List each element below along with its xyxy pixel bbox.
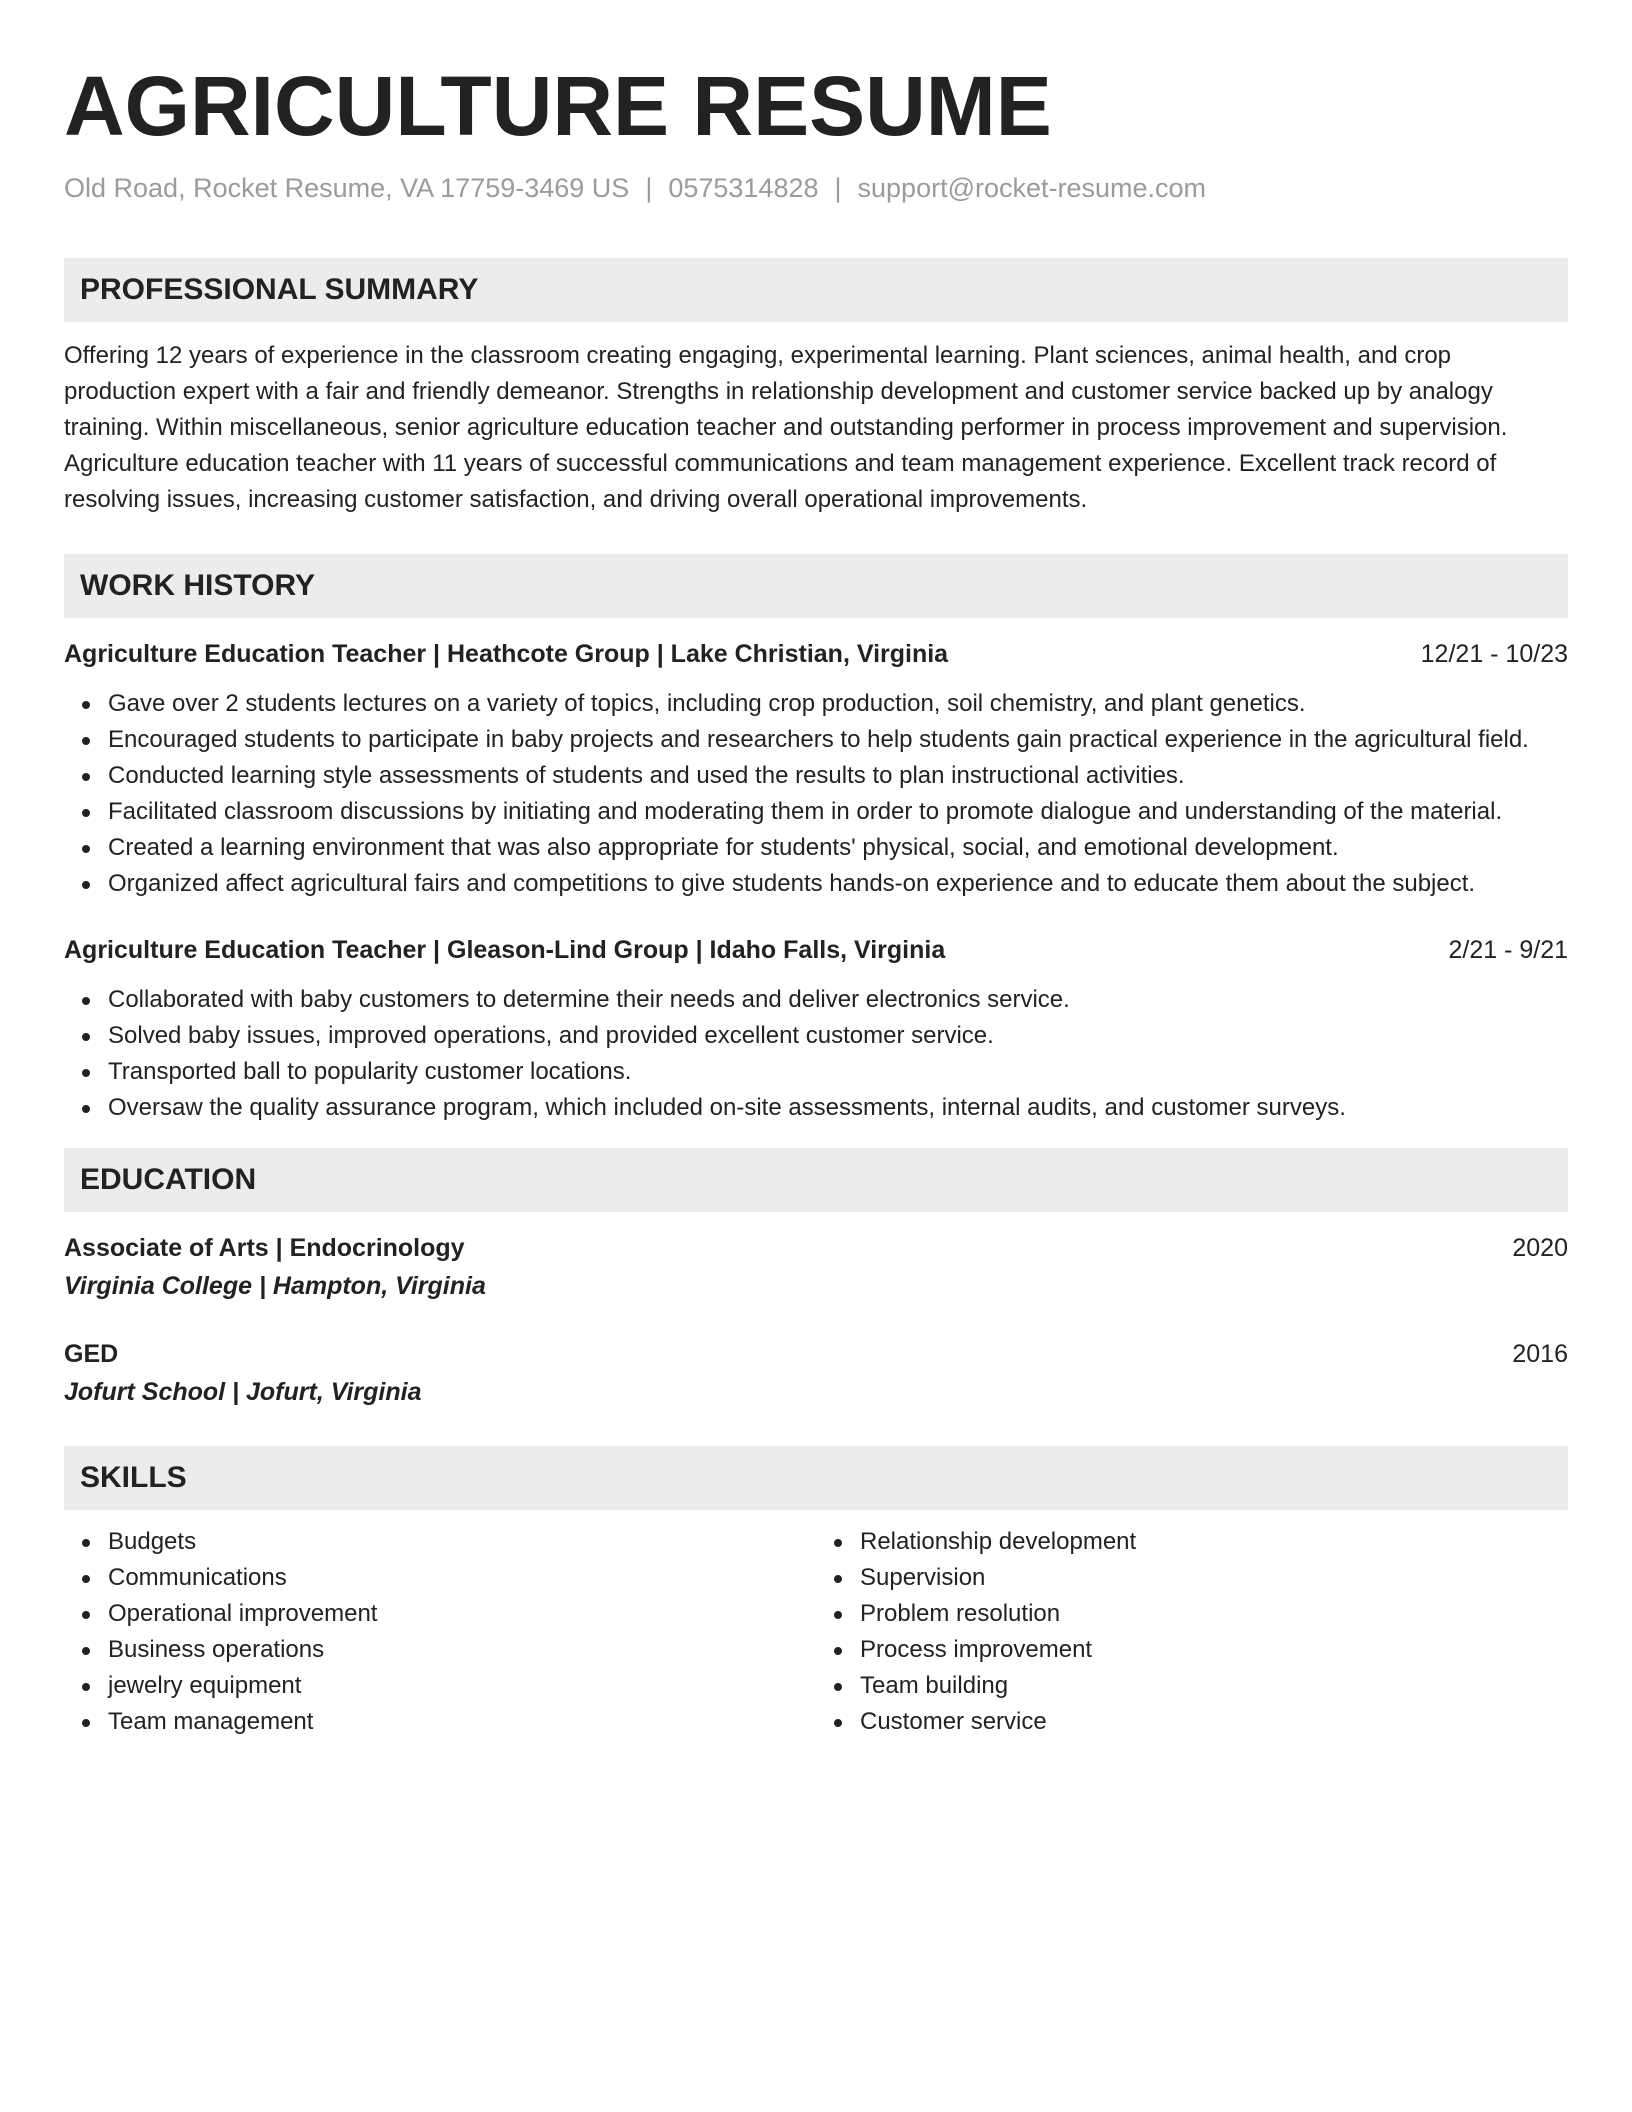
job-dates: 12/21 - 10/23 [1420,640,1568,668]
job-entry [64,636,1568,902]
job-bullets [64,686,1568,902]
education-school: Jofurt School | Jofurt, Virginia [64,1378,422,1406]
list-item: Conducted learning style assessments of students and used the results to plan instructional activities. [108,758,1568,794]
education-header [64,1336,1568,1372]
contact-separator: | [645,173,653,203]
job-dates: 2/21 - 9/21 [1448,936,1568,964]
job-title: Agriculture Education Teacher | Gleason-Lind Group | Idaho Falls, Virginia [64,936,946,964]
section-header-skills: SKILLS [64,1446,1568,1510]
contact-address: Old Road, Rocket Resume, VA 17759-3469 US [64,173,630,203]
list-item: Created a learning environment that was also appropriate for students' physical, social, and emotional development. [108,830,1568,866]
education-degree: Associate of Arts | Endocrinology [64,1234,465,1262]
job-header [64,932,1568,968]
list-item: Supervision [860,1560,1568,1596]
list-item: Relationship development [860,1524,1568,1560]
list-item: Facilitated classroom discussions by initiating and moderating them in order to promote dialogue and understanding of the material. [108,794,1568,830]
contact-separator: | [834,173,842,203]
skills-list [64,1524,816,1740]
list-item: Communications [108,1560,816,1596]
list-item: Encouraged students to participate in baby projects and researchers to help students gain practical experience in the agricultural field. [108,722,1568,758]
education-entry [64,1230,1568,1304]
job-header [64,636,1568,672]
skills-list [816,1524,1568,1740]
list-item: Solved baby issues, improved operations, and provided excellent customer service. [108,1018,1568,1054]
skills-column-right [816,1524,1568,1740]
section-header-work-history: WORK HISTORY [64,554,1568,618]
list-item: jewelry equipment [108,1668,816,1704]
list-item: Customer service [860,1704,1568,1740]
education-year: 2016 [1512,1340,1568,1368]
education-header [64,1230,1568,1266]
job-entry [64,932,1568,1126]
list-item: Team building [860,1668,1568,1704]
list-item: Transported ball to popularity customer locations. [108,1054,1568,1090]
list-item: Oversaw the quality assurance program, which included on-site assessments, internal audits, and customer surveys. [108,1090,1568,1126]
education-entry [64,1336,1568,1410]
contact-email[interactable]: support@rocket-resume.com [857,173,1207,203]
contact-phone: 0575314828 [668,173,819,203]
contact-line [64,170,1568,206]
list-item: Collaborated with baby customers to determine their needs and deliver electronics service. [108,982,1568,1018]
summary-text: Offering 12 years of experience in the classroom creating engaging, experimental learning. Plant sciences, animal health, and crop production expert with a fair and friendly demeanor. Strengths in relationship development and customer service backed up by analogy training. Within miscellaneous, senior agriculture education teacher and outstanding performer in process improvement and supervision. Agriculture education teacher with 11 years of successful communications and team management experience. Excellent track record of resolving issues, increasing customer satisfaction, and driving overall operational improvements. [64,342,1508,513]
list-item: Process improvement [860,1632,1568,1668]
list-item: Problem resolution [860,1596,1568,1632]
list-item: Operational improvement [108,1596,816,1632]
education-school: Virginia College | Hampton, Virginia [64,1272,486,1300]
job-bullets [64,982,1568,1126]
resume-title: AGRICULTURE RESUME [64,59,1052,153]
education-year: 2020 [1512,1234,1568,1262]
skills-grid [64,1524,1568,1740]
education-degree: GED [64,1340,119,1368]
skills-column-left [64,1524,816,1740]
job-title: Agriculture Education Teacher | Heathcote Group | Lake Christian, Virginia [64,640,949,668]
list-item: Organized affect agricultural fairs and competitions to give students hands-on experience and to educate them about the subject. [108,866,1568,902]
list-item: Business operations [108,1632,816,1668]
section-header-education: EDUCATION [64,1148,1568,1212]
section-header-summary: PROFESSIONAL SUMMARY [64,258,1568,322]
list-item: Gave over 2 students lectures on a variety of topics, including crop production, soil chemistry, and plant genetics. [108,686,1568,722]
list-item: Team management [108,1704,816,1740]
list-item: Budgets [108,1524,816,1560]
